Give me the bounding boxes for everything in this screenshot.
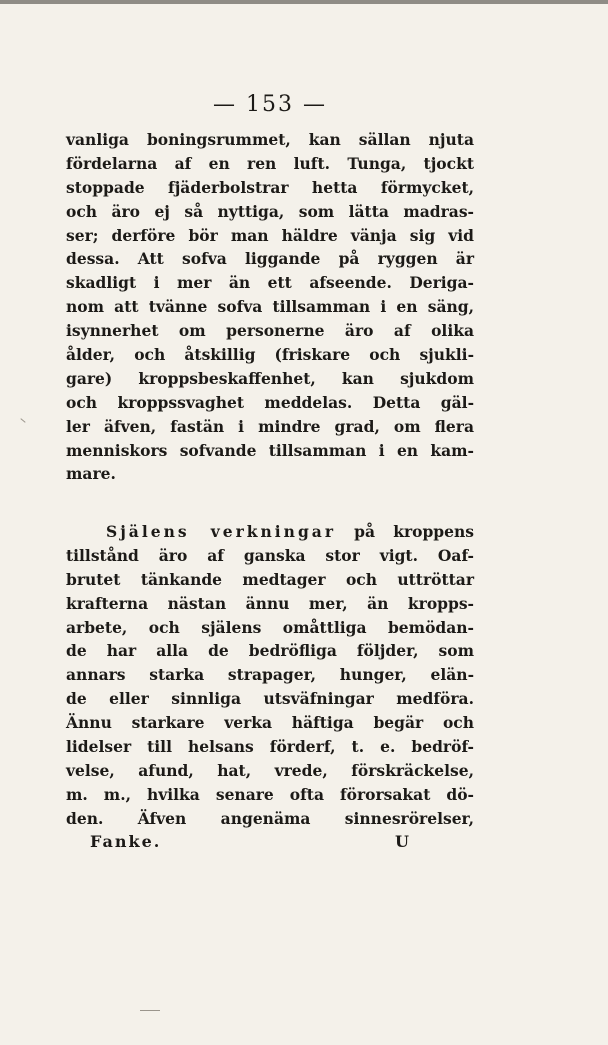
text-line: de har alla de bedröfliga följder, som [66,641,474,661]
text-line: annars starka strapager, hunger, elän- [66,665,474,685]
text-line: den. Äfven angenäma sinnesrörelser, [66,808,474,828]
text-line: och äro ej så nyttiga, som lätta madras- [66,201,474,221]
text-line: ser; derföre bör man häldre vänja sig vid [66,225,474,245]
text-line: vanliga boningsrummet, kan sällan njuta [66,130,474,149]
text-line: ålder, och åtskillig (friskare och sjukli- [66,345,474,365]
text-line: mare. [66,464,116,484]
paper-speck [140,1010,160,1011]
text-line: stoppade fjäderbolstrar hetta förmycket, [66,177,474,197]
text-line: ler äfven, fastän i mindre grad, om flera [66,416,474,436]
text-line: m. m., hvilka senare ofta förorsakat dö- [66,784,474,804]
text-line: Ännu starkare verka häftiga begär och [66,713,474,733]
text-line: fördelarna af en ren luft. Tunga, tjockt [66,153,474,173]
text-line: arbete, och själens omåttliga bemödan- [66,617,474,637]
text-line: de eller sinnliga utsväfningar medföra. [66,689,474,709]
text-line: gare) kroppsbeskaffenhet, kan sjukdom [66,368,474,388]
text-line: och kroppssvaghet meddelas. Detta gäl- [66,392,474,412]
text-line: velse, afund, hat, vrede, förskräckelse, [66,760,474,780]
text-line: dessa. Att sofva liggande på ryggen är [66,249,474,269]
text-line: tillstånd äro af ganska stor vigt. Oaf- [66,545,474,565]
text-line: brutet tänkande medtager och uttröttar [66,569,474,589]
page-top-edge [0,0,608,4]
paragraph-2 [66,520,474,831]
emphasized-heading-words: Själens verkningar [106,522,336,541]
text-line-first [66,520,474,544]
first-line-rest: på kroppens [354,522,474,541]
text-line: lidelser till helsans förderf, t. e. bedröf- [66,737,474,757]
text-line: menniskors sofvande tillsamman i en kam- [66,440,474,460]
text-line: skadligt i mer än ett afseende. Deriga- [66,273,474,293]
text-line: isynnerhet om personerne äro af olika [66,321,474,341]
page-number: — 153 — [213,92,327,117]
text-line: nom att tvänne sofva tillsamman i en säng, [66,297,474,317]
sheet-signature-mark: U [395,832,409,851]
printer-signature: Fanke. [90,832,162,851]
paragraph-1 [66,128,474,486]
text-line: krafterna nästan ännu mer, än kropps- [66,593,474,613]
paper-speck [20,418,25,423]
